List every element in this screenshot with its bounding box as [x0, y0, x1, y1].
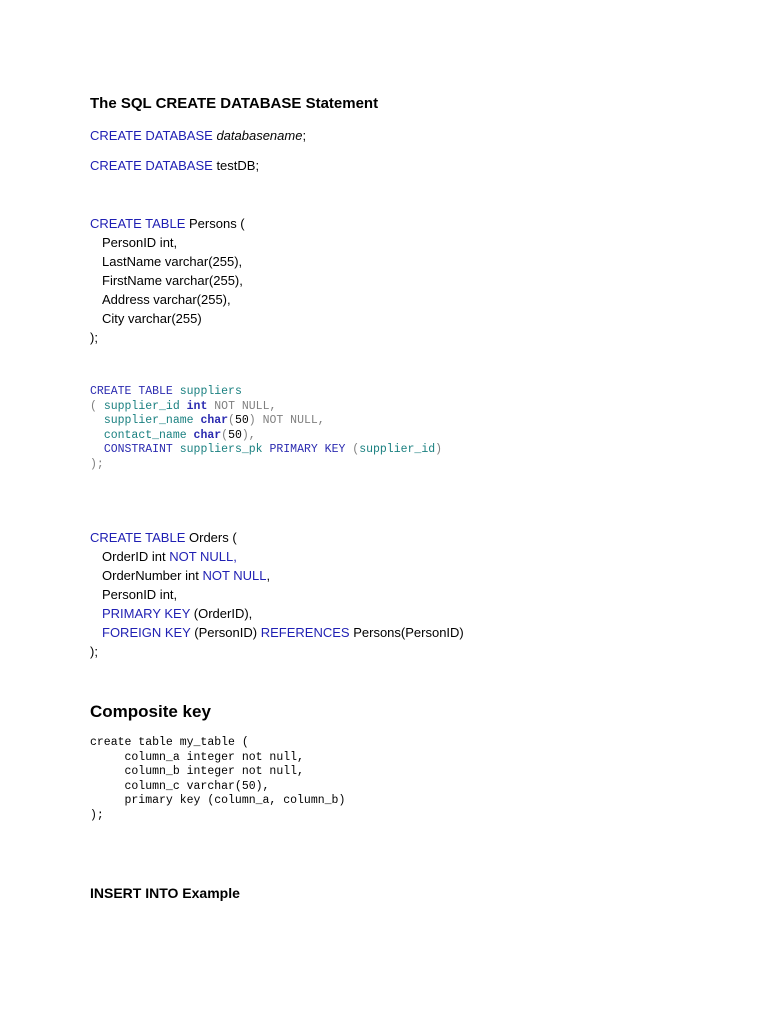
insert-into-heading: INSERT INTO Example [90, 885, 240, 901]
code-line: create table my_table ( [90, 736, 249, 749]
persons-line: City varchar(255) [102, 311, 202, 326]
create-database-keyword: CREATE DATABASE [90, 158, 213, 173]
pk-column: supplier_id [359, 443, 436, 456]
orders-line: (OrderID), [193, 606, 253, 621]
suppliers-table-code [90, 385, 442, 472]
references-keyword: REFERENCES [260, 625, 350, 640]
orders-line: OrderNumber int [102, 568, 199, 583]
open-paren: ( [90, 399, 104, 413]
persons-line: PersonID int, [102, 235, 178, 250]
not-null: NOT NULL, [214, 399, 277, 413]
table-keyword: TABLE [138, 385, 173, 398]
foreign-key-keyword: FOREIGN KEY [102, 625, 191, 640]
paren: ) [248, 414, 256, 427]
persons-close: ); [90, 330, 98, 345]
create-table-keyword: CREATE TABLE [90, 216, 186, 231]
paren: ) [435, 443, 443, 456]
code-line: column_b integer not null, [90, 765, 304, 778]
persons-head: Persons ( [189, 216, 245, 231]
constraint-name: suppliers_pk [179, 443, 263, 456]
suppliers-close: ); [90, 457, 104, 471]
orders-table-code [90, 528, 464, 661]
comma: , [266, 568, 271, 583]
int-type: int [186, 399, 208, 413]
size-value: 50 [234, 414, 249, 427]
page-title: The SQL CREATE DATABASE Statement [90, 95, 379, 112]
orders-line: Persons(PersonID) [353, 625, 464, 640]
orders-line: OrderID int [102, 549, 166, 564]
create-database-syntax [90, 126, 306, 145]
suppliers-name: suppliers [179, 385, 242, 398]
supplier-id-col: supplier_id [103, 399, 180, 413]
orders-close: ); [90, 644, 98, 659]
paren: ( [228, 414, 235, 427]
persons-line: FirstName varchar(255), [102, 273, 243, 288]
databasename-placeholder: databasename [216, 128, 303, 143]
supplier-name-col: supplier_name [103, 414, 194, 427]
orders-head: Orders ( [189, 530, 237, 545]
persons-line: Address varchar(255), [102, 292, 231, 307]
paren: ( [221, 428, 229, 442]
code-line: column_c varchar(50), [90, 779, 270, 793]
not-null-keyword: NOT NULL, [169, 549, 237, 564]
char-type: char [193, 428, 222, 442]
not-null: NOT NULL, [262, 414, 325, 427]
paren: ( [352, 443, 360, 456]
code-line: ); [90, 808, 104, 822]
contact-name-col: contact_name [103, 428, 187, 442]
constraint-keyword: CONSTRAINT [103, 443, 173, 456]
code-line: primary key (column_a, column_b) [90, 794, 346, 807]
syntax-semicolon: ; [302, 128, 307, 143]
char-type: char [200, 414, 229, 427]
create-keyword: CREATE [90, 385, 132, 398]
primary-key-keyword: PRIMARY KEY [102, 606, 191, 621]
paren: ), [241, 428, 256, 442]
size-value: 50 [228, 428, 242, 442]
create-table-keyword: CREATE TABLE [90, 530, 186, 545]
create-database-example [90, 156, 259, 175]
composite-key-heading: Composite key [90, 702, 211, 721]
code-line: column_a integer not null, [90, 750, 304, 764]
not-null-keyword: NOT NULL [202, 568, 267, 583]
persons-table-code [90, 214, 245, 347]
orders-line: (PersonID) [194, 625, 258, 640]
persons-line: LastName varchar(255), [102, 254, 243, 269]
composite-key-code [90, 736, 345, 823]
orders-line: PersonID int, [102, 587, 178, 602]
create-database-keyword: CREATE DATABASE [90, 128, 213, 143]
testdb-name: testDB; [216, 158, 260, 173]
primary-key-keyword: PRIMARY KEY [269, 443, 346, 456]
